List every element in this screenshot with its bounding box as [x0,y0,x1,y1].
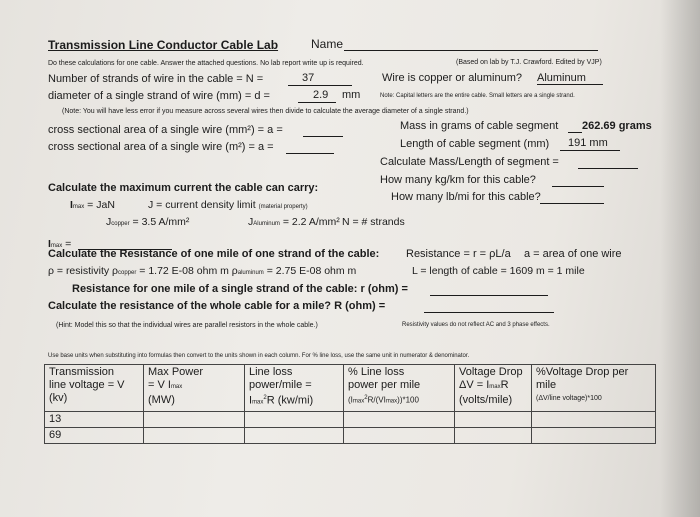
length-definition: L = length of cable = 1609 m = 1 mile [412,265,585,277]
capital-letters-note: Note: Capital letters are the entire cable. Small letters are a single strand. [380,93,575,99]
material-answer-line [537,84,603,85]
kg-per-km-question: How many kg/km for this cable? [380,174,536,186]
results-table [44,364,656,444]
resistance-heading: Calculate the Resistance of one mile of one strand of the cable: [48,248,380,260]
area-m2-answer-line [286,153,334,154]
resistivity-note: Resistivity values do not reflect AC and 3 phase effects. [402,322,550,328]
area-mm2-answer-line [303,136,343,137]
cell-percent-voltage-drop[interactable] [532,411,656,427]
mass-label: Mass in grams of cable segment [400,120,559,132]
strands-answer-line [288,85,352,86]
length-label: Length of cable segment (mm) [400,138,550,150]
table-header-row [45,365,656,412]
cell-max-power[interactable] [144,411,245,427]
r-single-strand-label: Resistance for one mile of a single strand of the cable: r (ohm) = [72,283,408,295]
credit-text: (Based on lab by T.J. Crawford. Edited by VJP) [456,59,602,66]
r-whole-cable-label: Calculate the resistance of the whole cable for a mile? R (ohm) = [48,300,386,312]
instructions-text: Do these calculations for one cable. Answer the attached questions. No lab report write up is required. [48,60,364,67]
cell-percent-line-loss[interactable] [344,427,455,443]
material-question: Wire is copper or aluminum? [382,72,522,84]
table-row [45,411,656,427]
current-density-definition: J = current density limit (material property) [148,199,308,211]
resistance-formula: Resistance = r = ρL/a [406,248,511,260]
cell-voltage: 13 [45,411,144,427]
r-single-answer-line [430,295,548,296]
parallel-hint: (Hint: Model this so that the individual wires are parallel resistors in the whole cable.) [56,322,318,329]
diameter-answer-line [298,102,336,103]
mass-value: 262.69 grams [582,120,652,132]
resistivity-values: ρ = resistivity ρcopper = 1.72 E-08 ohm m ρaluminum = 2.75 E-08 ohm m [48,265,357,277]
units-note: Use base units when substituting into formulas then convert to the units shown in each column. For % line loss, use the same unit in numerator & denominator. [48,353,470,359]
page-shadow [660,0,700,517]
strands-value: 37 [302,72,315,84]
max-current-heading: Calculate the maximum current the cable can carry: [48,182,319,194]
lab-title: Transmission Line Conductor Cable Lab [48,38,279,52]
imax-answer-label: Imax = [48,238,72,250]
kg-per-km-answer-line [552,186,604,187]
table-row [45,427,656,443]
length-value: 191 mm [568,137,608,149]
cell-percent-voltage-drop[interactable] [532,427,656,443]
cell-line-loss[interactable] [245,411,344,427]
cell-voltage-drop[interactable] [455,427,532,443]
j-copper: Jcopper = 3.5 A/mm² [106,216,190,228]
lb-per-mi-answer-line [540,203,604,204]
r-whole-answer-line [424,312,554,313]
header-line-loss: Line loss power/mile = Imax$^2$R (kw/mi) [245,365,344,412]
imax-equation: Imax = JaN [70,199,115,211]
area-mm2-label: cross sectional area of a single wire (mm²) = a = [48,124,283,136]
j-aluminum: JAluminum = 2.2 A/mm² [248,216,340,228]
strands-label: Number of strands of wire in the cable = N = [48,73,264,85]
cell-line-loss[interactable] [245,427,344,443]
name-field-line[interactable] [344,50,598,51]
mass-per-length-label: Calculate Mass/Length of segment = [380,156,559,168]
n-strands-definition: N = # strands [342,216,405,228]
material-value: Aluminum [537,72,586,84]
area-m2-label: cross sectional area of a single wire (m²) = a = [48,141,274,153]
cell-percent-line-loss[interactable] [344,411,455,427]
diameter-label: diameter of a single strand of wire (mm) = d = [48,90,270,102]
cell-voltage: 69 [45,427,144,443]
header-percent-voltage-drop: %Voltage Drop per mile (ΔV/line voltage)*100 [532,365,656,412]
lb-per-mi-question: How many lb/mi for this cable? [391,191,541,203]
name-label: Name [311,37,344,51]
length-answer-line [560,150,620,151]
header-max-power: Max Power = V Imax (MW) [144,365,245,412]
cell-voltage-drop[interactable] [455,411,532,427]
measurement-note: (Note: You will have less error if you measure across several wires then divide to calculate the average diameter of a single strand.) [62,108,469,115]
diameter-unit: mm [342,89,361,101]
header-line-voltage: Transmission line voltage = V (kv) [45,365,144,412]
diameter-value: 2.9 [313,89,329,101]
mass-per-length-answer-line [578,168,638,169]
header-percent-line-loss: % Line loss power per mile (Imax$^2$R/(VImax))*100 [344,365,455,412]
area-definition: a = area of one wire [524,248,622,260]
header-voltage-drop: Voltage Drop ΔV = ImaxR (volts/mile) [455,365,532,412]
mass-answer-line [568,132,582,133]
cell-max-power[interactable] [144,427,245,443]
